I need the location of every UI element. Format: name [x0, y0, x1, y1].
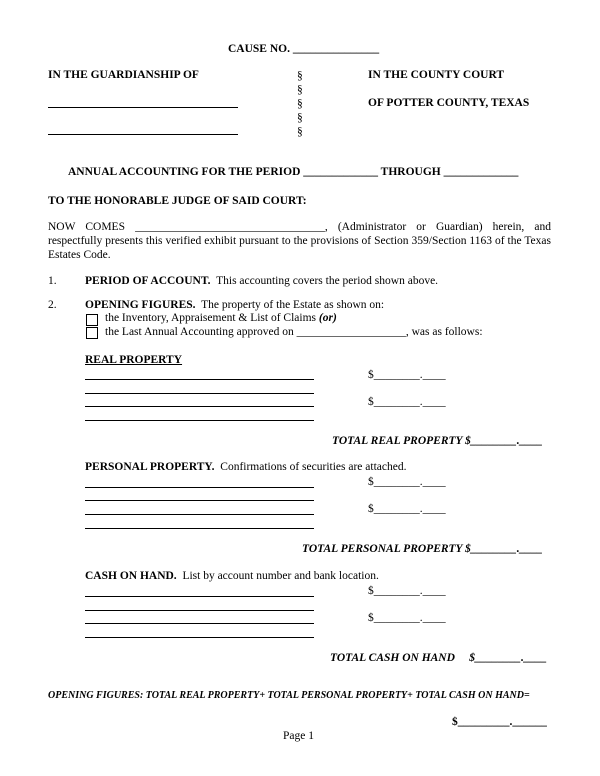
section-mark: §: [297, 98, 303, 110]
section-text: Confirmations of securities are attached.: [220, 461, 407, 473]
section-text: List by account number and bank location.: [182, 570, 379, 582]
real-property-line[interactable]: [85, 420, 314, 421]
personal-property-amount[interactable]: $________.____: [368, 476, 446, 488]
section-mark: §: [297, 112, 303, 124]
ward-name-line-1[interactable]: [48, 107, 238, 108]
cash-line[interactable]: [85, 623, 314, 624]
intro-paragraph: NOW COMES _________________________________, (Administrator or Guardian) herein, and respectfully presents this verified exhibit pursuant to the provisions of Section 359/Section 1163 of the Texas Estates Code.: [48, 221, 551, 261]
accounting-period-title: ANNUAL ACCOUNTING FOR THE PERIOD _____________ THROUGH _____________: [68, 166, 519, 178]
cash-line[interactable]: [85, 596, 314, 597]
section-heading: PERSONAL PROPERTY.: [85, 461, 215, 473]
section-heading: CASH ON HAND.: [85, 570, 177, 582]
cash-on-hand-heading: [85, 570, 379, 582]
guardianship-title: IN THE GUARDIANSHIP OF: [48, 69, 199, 81]
real-property-line[interactable]: [85, 379, 314, 380]
opening-figures: [85, 299, 384, 311]
item-number: 2.: [48, 299, 57, 311]
opening-figures-total-amount[interactable]: $_________.______: [452, 716, 547, 728]
last-accounting-checkbox[interactable]: [86, 327, 98, 339]
real-property-amount[interactable]: $________.____: [368, 396, 446, 408]
opening-figures-total-label: OPENING FIGURES: TOTAL REAL PROPERTY+ TOTAL PERSONAL PROPERTY+ TOTAL CASH ON HAND=: [48, 690, 530, 701]
section-mark: §: [297, 126, 303, 138]
cash-line[interactable]: [85, 637, 314, 638]
section-mark: §: [297, 70, 303, 82]
real-property-heading: REAL PROPERTY: [85, 354, 183, 366]
cause-number: CAUSE NO. _______________: [228, 43, 380, 55]
total-real-property[interactable]: TOTAL REAL PROPERTY $________.____: [332, 435, 543, 447]
real-property-line[interactable]: [85, 406, 314, 407]
item-number: 1.: [48, 275, 57, 287]
page-number: Page 1: [283, 730, 314, 742]
cash-line[interactable]: [85, 610, 314, 611]
cash-amount[interactable]: $________.____: [368, 612, 446, 624]
personal-property-line[interactable]: [85, 487, 314, 488]
ward-name-line-2[interactable]: [48, 134, 238, 135]
real-property-line[interactable]: [85, 393, 314, 394]
personal-property-line[interactable]: [85, 500, 314, 501]
salutation: TO THE HONORABLE JUDGE OF SAID COURT:: [48, 195, 307, 207]
period-of-account: [85, 275, 438, 287]
item-text: The property of the Estate as shown on:: [201, 299, 385, 311]
last-accounting-option: the Last Annual Accounting approved on ___________________, was as follows:: [105, 326, 483, 338]
section-mark: §: [297, 84, 303, 96]
total-cash-on-hand[interactable]: TOTAL CASH ON HAND $________.____: [330, 652, 547, 664]
inventory-option: [105, 312, 337, 324]
personal-property-line[interactable]: [85, 514, 314, 515]
option-or: (or): [318, 312, 337, 324]
inventory-checkbox[interactable]: [86, 314, 98, 326]
personal-property-heading: [85, 461, 406, 473]
cash-amount[interactable]: $________.____: [368, 585, 446, 597]
real-property-amount[interactable]: $________.____: [368, 369, 446, 381]
item-heading: PERIOD OF ACCOUNT.: [85, 275, 211, 287]
court-name: IN THE COUNTY COURT: [368, 69, 505, 81]
item-heading: OPENING FIGURES.: [85, 299, 196, 311]
item-text: This accounting covers the period shown above.: [216, 275, 439, 287]
personal-property-amount[interactable]: $________.____: [368, 503, 446, 515]
personal-property-line[interactable]: [85, 528, 314, 529]
court-county: OF POTTER COUNTY, TEXAS: [368, 97, 530, 109]
total-personal-property[interactable]: TOTAL PERSONAL PROPERTY $________.____: [302, 543, 543, 555]
option-label: the Inventory, Appraisement & List of Claims: [105, 312, 317, 324]
